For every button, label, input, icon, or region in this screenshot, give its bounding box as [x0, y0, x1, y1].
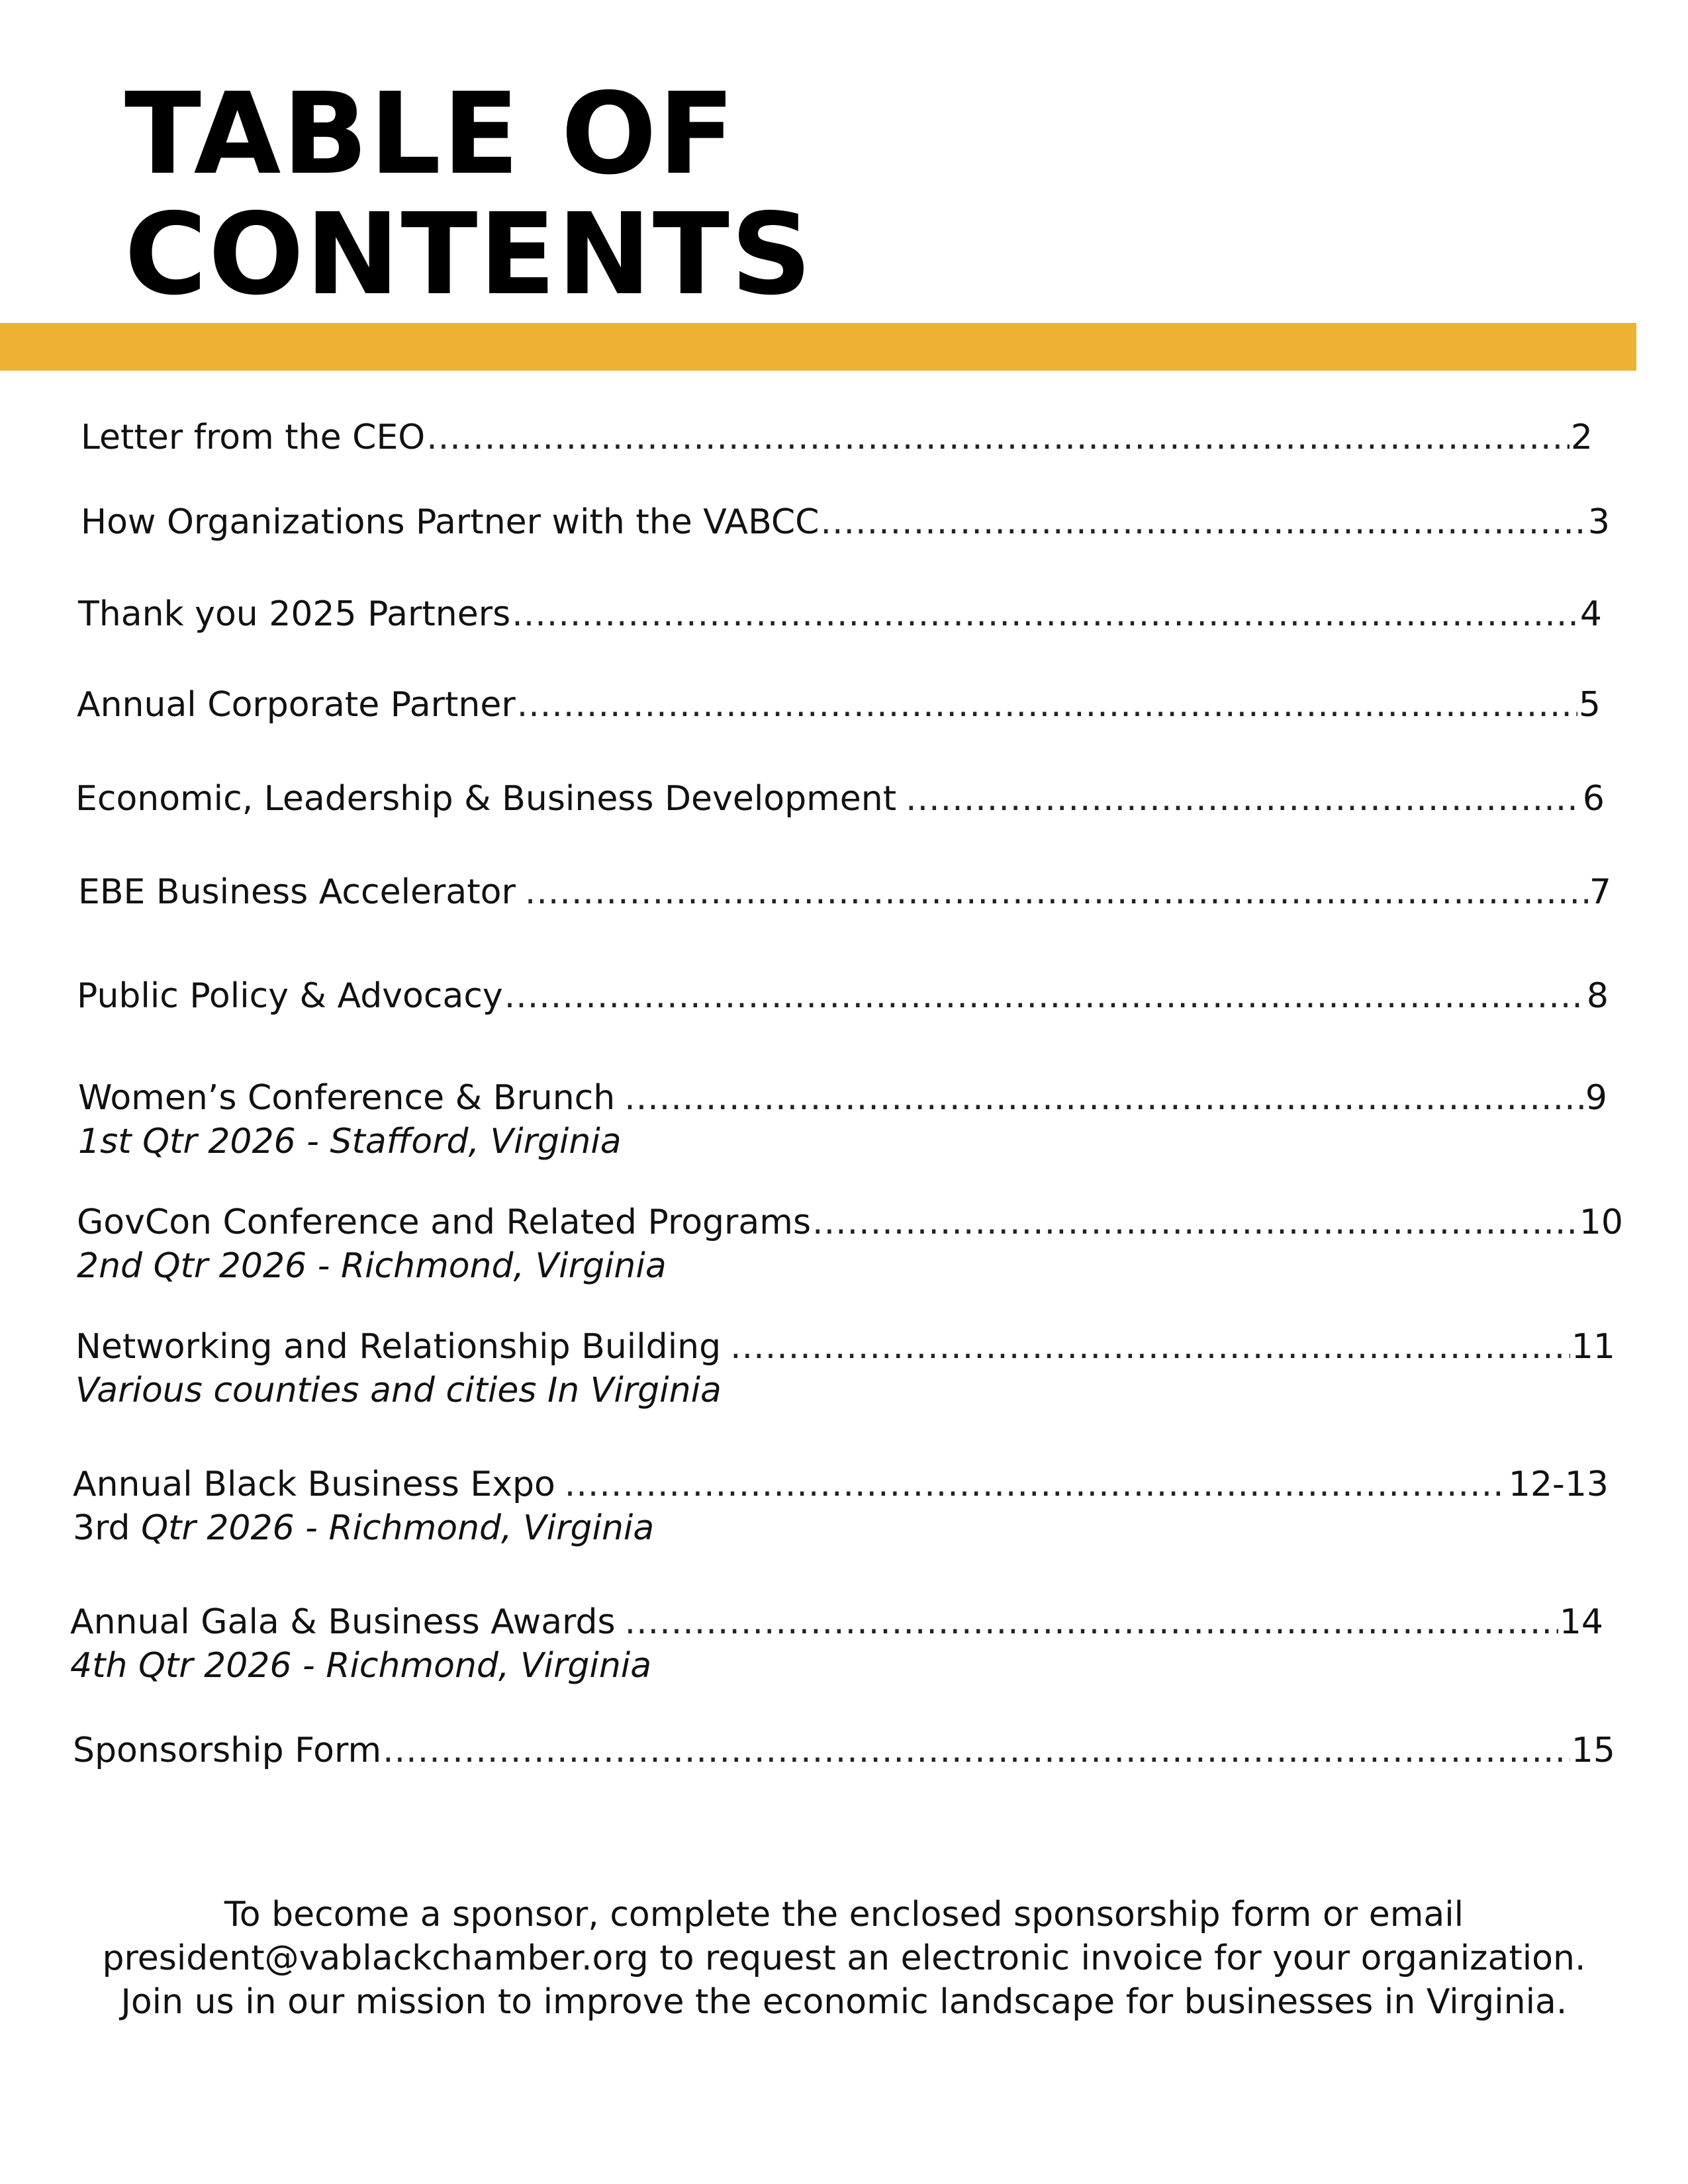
- sponsor-note-line-2: president@vablackchamber.org to request an electronic invoice for your organization.: [102, 1938, 1586, 1978]
- toc-entry-subtitle: Various counties and cities In Virginia: [75, 1371, 722, 1410]
- toc-entry-label: Public Policy & Advocacy: [77, 976, 503, 1016]
- toc-entry-page: 10: [1579, 1203, 1623, 1242]
- toc-entry-label: Sponsorship Form: [73, 1731, 382, 1770]
- toc-entry-sponsorship-form[interactable]: [73, 1729, 1615, 1815]
- toc-entry-page: 11: [1571, 1327, 1615, 1367]
- toc-entry-page: 3: [1587, 502, 1610, 542]
- toc-entry-label: Thank you 2025 Partners: [78, 594, 511, 634]
- toc-entry-subtitle-prefix: 3rd: [73, 1508, 142, 1548]
- dot-leader: [504, 974, 1585, 1018]
- page-title: [124, 69, 814, 320]
- sponsor-note-line-1: To become a sponsor, complete the enclosed sponsorship form or email: [224, 1895, 1464, 1934]
- toc-entry-label: Annual Black Business Expo: [73, 1465, 555, 1504]
- toc-entry-page: 9: [1585, 1078, 1607, 1118]
- toc-entry-annual-gala[interactable]: [70, 1600, 1603, 1686]
- toc-entry-letter-from-ceo[interactable]: [81, 416, 1593, 502]
- toc-entry-label: GovCon Conference and Related Programs: [77, 1203, 812, 1242]
- toc-entry-subtitle: [73, 1506, 1609, 1550]
- toc-entry-thank-you-partners[interactable]: [78, 592, 1602, 678]
- accent-bar: [0, 323, 1636, 371]
- toc-entry-subtitle: 2nd Qtr 2026 - Richmond, Virginia: [77, 1246, 667, 1286]
- toc-entry-subtitle-rest: Qtr 2026 - Richmond, Virginia: [141, 1508, 655, 1548]
- toc-entry-govcon-conference[interactable]: [77, 1201, 1623, 1287]
- toc-entry-page: 15: [1571, 1731, 1615, 1770]
- toc-entry-subtitle: 4th Qtr 2026 - Richmond, Virginia: [70, 1646, 652, 1686]
- dot-leader: [906, 777, 1581, 821]
- dot-leader: [812, 1201, 1578, 1244]
- page-title-line-1: TABLE OF: [124, 69, 737, 200]
- toc-entry-economic-leadership[interactable]: [75, 777, 1605, 863]
- toc-entry-label: Women’s Conference & Brunch: [78, 1078, 616, 1118]
- dot-leader: [512, 592, 1579, 636]
- toc-entry-label: Economic, Leadership & Business Development: [75, 779, 897, 819]
- toc-entry-public-policy[interactable]: [77, 974, 1609, 1060]
- toc-entry-page: 2: [1570, 418, 1593, 457]
- toc-entry-label: Annual Gala & Business Awards: [70, 1602, 616, 1642]
- toc-entry-page: 14: [1559, 1602, 1603, 1642]
- toc-entry-label: Annual Corporate Partner: [77, 685, 516, 725]
- dot-leader: [565, 1463, 1507, 1506]
- toc-entry-label: Networking and Relationship Building: [75, 1327, 722, 1367]
- toc-entry-annual-corporate-partner[interactable]: [77, 683, 1601, 769]
- toc-entry-label: Letter from the CEO: [81, 418, 426, 457]
- toc-entry-page: 5: [1578, 685, 1601, 725]
- toc-entry-ebe-business-accelerator[interactable]: [78, 870, 1611, 956]
- toc-entry-page: 6: [1582, 779, 1605, 819]
- sponsor-note: [66, 1893, 1622, 2024]
- toc-entry-label: EBE Business Accelerator: [78, 872, 516, 912]
- toc-entry-label: How Organizations Partner with the VABCC: [81, 502, 820, 542]
- toc-entry-subtitle: 1st Qtr 2026 - Stafford, Virginia: [78, 1122, 622, 1161]
- toc-entry-networking[interactable]: [75, 1325, 1615, 1411]
- dot-leader: [730, 1325, 1570, 1369]
- toc-entry-page: 4: [1579, 594, 1602, 634]
- sponsor-note-line-3: Join us in our mission to improve the economic landscape for businesses in Virginia.: [120, 1982, 1568, 2022]
- dot-leader: [624, 1076, 1584, 1120]
- toc-entry-black-business-expo[interactable]: [73, 1463, 1609, 1549]
- page-title-line-2: CONTENTS: [124, 189, 814, 320]
- dot-leader: [625, 1600, 1558, 1644]
- dot-leader: [820, 500, 1586, 544]
- toc-entry-womens-conference[interactable]: [78, 1076, 1607, 1162]
- dot-leader: [517, 683, 1577, 727]
- dot-leader: [426, 416, 1570, 459]
- toc-entry-page: 7: [1589, 872, 1611, 912]
- toc-entry-how-organizations-partner[interactable]: [81, 500, 1610, 586]
- dot-leader: [525, 870, 1588, 914]
- toc-entry-page: 8: [1586, 976, 1609, 1016]
- dot-leader: [383, 1729, 1570, 1772]
- toc-entry-page: 12-13: [1508, 1465, 1609, 1504]
